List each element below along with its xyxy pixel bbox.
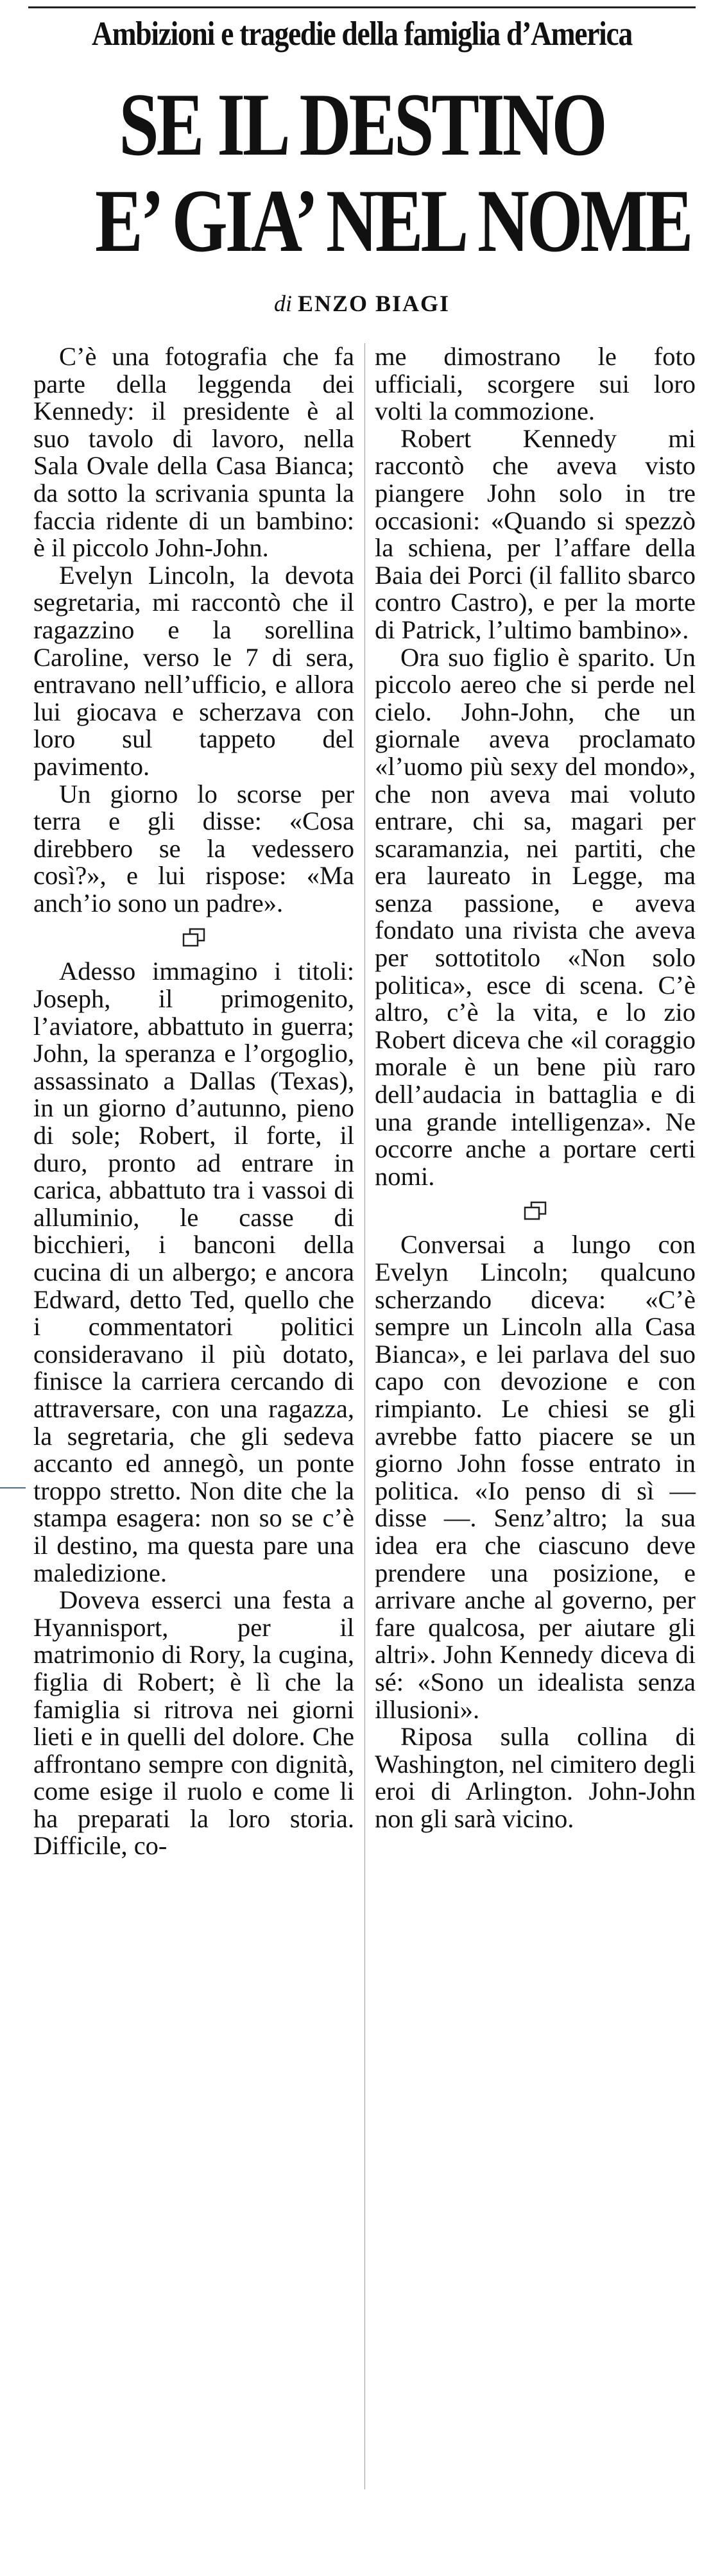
section-separator-icon <box>375 1190 696 1231</box>
paragraph: Ora suo figlio è sparito. Un piccolo aereo che si perde nel cielo. John-John, che un giornale aveva proclamato «l’uomo più sexy del mondo», che non aveva mai voluto entrare, chi sa, magari per scaramanzia, nei partiti, che era laureato in Legge, ma senza passione, e aveva fondato una rivista che aveva per sottotitolo «Non solo politica», esce di scena. C’è altro, c’è la vita, e lo zio Robert diceva che «il coraggio morale è un bene più raro dell’audacia in battaglia e di una grande intelligenza». Ne occorre anche a portare certi nomi. <box>375 642 696 1191</box>
paragraph: Adesso immagino i titoli: Joseph, il primogenito, l’aviatore, abbattuto in guerra; John, la speranza e l’orgoglio, assassinato a Dallas (Texas), in un giorno d’autunno, pieno di sole; Robert, il forte, il duro, pronto ad entrare in carica, abbattuto tra i vassoi di alluminio, le casse di bicchieri, i banconi della cucina di un albergo; e ancora Edward, detto Ted, quello che i commentatori politici consideravano il più dotato, finisce la carriera cercando di attraversare, con una ragazza, la segretaria, che gli sedeva accanto ed annegò, un ponte troppo stretto. Non dite che la stampa esagera: non so se c’è il destino, ma questa pare una maledizione. <box>33 957 354 1587</box>
margin-mark <box>0 1487 26 1488</box>
right-column <box>375 343 696 1832</box>
paragraph: me dimostrano le foto ufficiali, scorgere sui loro volti la commozione. <box>375 342 696 426</box>
paragraph: Evelyn Lincoln, la devota segretaria, mi raccontò che il ragazzino e la sorellina Caroline, verso le 7 di sera, entravano nell’ufficio, e allora lui giocava e scherzava con loro sul tappeto del pavimento. <box>33 560 354 781</box>
kicker: Ambizioni e tragedie della famiglia d’America <box>92 15 632 53</box>
paragraph: C’è una fotografia che fa parte della leggenda dei Kennedy: il presidente è al suo tavolo di lavoro, nella Sala Ovale della Casa Bianca; da sotto la scrivania spunta la faccia ridente di un bambino: è il piccolo John-John. <box>33 342 354 563</box>
headline-line-1: SE IL DESTINO <box>119 75 605 175</box>
byline <box>28 287 696 320</box>
paragraph: Un giorno lo scorse per terra e gli disse: «Cosa direbbero se la vedessero così?», e lui rispose: «Ma anch’io sono un padre». <box>33 779 354 917</box>
top-rule <box>28 6 696 8</box>
paragraph: Riposa sulla collina di Washington, nel cimitero degli eroi di Arlington. John-John non gli sarà vicino. <box>375 1722 696 1833</box>
paragraph: Robert Kennedy mi raccontò che aveva visto piangere John solo in tre occasioni: «Quando si spezzò la schiena, per l’affare della Baia dei Porci (il fallito sbarco contro Castro), e per la morte di Patrick, l’ultimo bambino». <box>375 423 696 644</box>
paragraph: Conversai a lungo con Evelyn Lincoln; qualcuno scherzando diceva: «C’è sempre un Lincoln alla Casa Bianca», e lei parlava del suo capo con devozione e con rimpianto. Le chiesi se gli avrebbe fatto piacere se un giorno John fosse entrato in politica. «Io penso di sì — disse —. Senz’altro; la sua idea era che ciascuno deve prendere una posizione, e arrivare anche al governo, per fare qualcosa, per aiutare gli altri». John Kennedy diceva di sé: «Sono un idealista senza illusioni». <box>375 1230 696 1724</box>
headline-line-2: E’ GIA’ NEL NOME <box>95 171 691 271</box>
paragraph: Doveva esserci una festa a Hyannisport, per il matrimonio di Rory, la cugina, figlia di Robert; è lì che la famiglia si ritrova nei giorni lieti e in quelli del dolore. Che affrontano sempre con dignità, come esige il ruolo e come li ha preparati la loro storia. Difficile, co- <box>33 1585 354 1861</box>
byline-author: ENZO BIAGI <box>297 291 450 316</box>
section-separator-icon <box>33 917 354 958</box>
column-divider <box>364 343 365 2489</box>
left-column <box>33 343 354 1860</box>
byline-prefix: di <box>273 291 292 316</box>
